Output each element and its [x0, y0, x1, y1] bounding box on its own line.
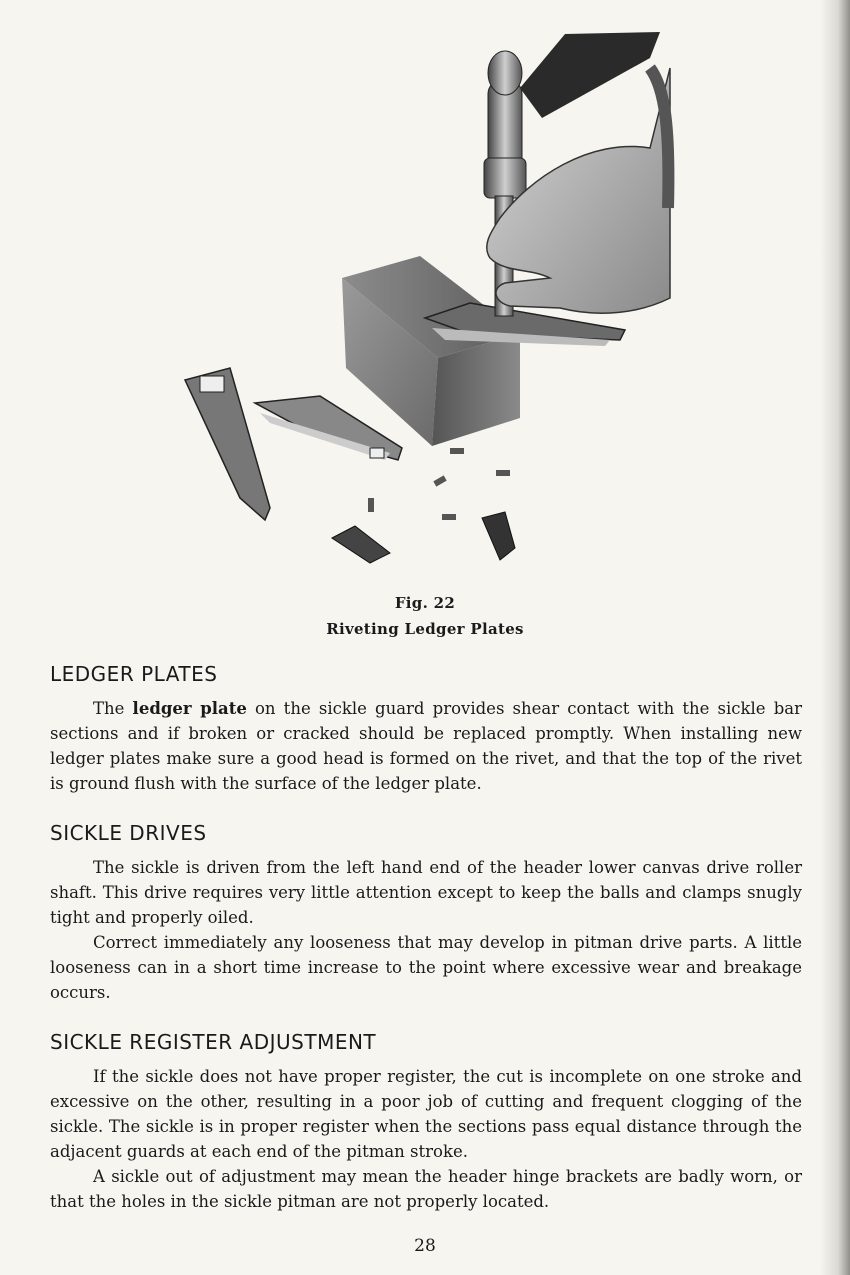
figure-title: Riveting Ledger Plates: [326, 620, 524, 638]
paragraph-sickle-register-2: A sickle out of adjustment may mean the header hinge brackets are badly worn, or that the holes in the sickle pitman are not properly located.: [50, 1167, 802, 1211]
paragraph-lead: The: [93, 699, 133, 718]
rivets-and-ledger-plates-icon: [332, 448, 515, 563]
bold-term-ledger-plate: ledger plate: [132, 699, 247, 718]
steel-block-icon: [342, 256, 520, 446]
paragraph-sickle-drives-2: Correct immediately any looseness that may develop in pitman drive parts. A little looseness can in a short time increase to the point where excessive wear and breakage occurs.: [50, 933, 802, 1002]
paragraph-sickle-register-1: If the sickle does not have proper register, the cut is incomplete on one stroke and excessive on the other, resulting in a poor job of cutting and frequent clogging of the sickle. The sickle is in proper register when the sections pass equal distance through the adjacent guards at each end of the pitman stroke.: [50, 1067, 802, 1161]
paragraph-ledger-plates: [50, 696, 802, 796]
loose-sickle-guards-icon: [185, 368, 402, 520]
section-heading-ledger-plates: LEDGER PLATES: [50, 662, 218, 686]
section-heading-sickle-register: SICKLE REGISTER ADJUSTMENT: [50, 1030, 377, 1054]
paragraph-rest: on the sickle guard provides shear contact with the sickle bar sections and if broken or cracked should be replaced promptly. When installing new ledger plates make sure a good head is formed on the rivet, and that the top of the rivet is ground flush with the surface of the ledger plate.: [50, 699, 802, 793]
figure-number: Fig. 22: [394, 594, 456, 612]
page-number: 28: [414, 1236, 436, 1256]
figure-riveting-illustration: [170, 28, 680, 588]
section-heading-sickle-drives: SICKLE DRIVES: [50, 821, 207, 845]
paragraph-sickle-drives-1: The sickle is driven from the left hand end of the header lower canvas drive roller shaft. This drive requires very little attention except to keep the balls and clamps snugly tight and properly oiled.: [50, 858, 802, 927]
